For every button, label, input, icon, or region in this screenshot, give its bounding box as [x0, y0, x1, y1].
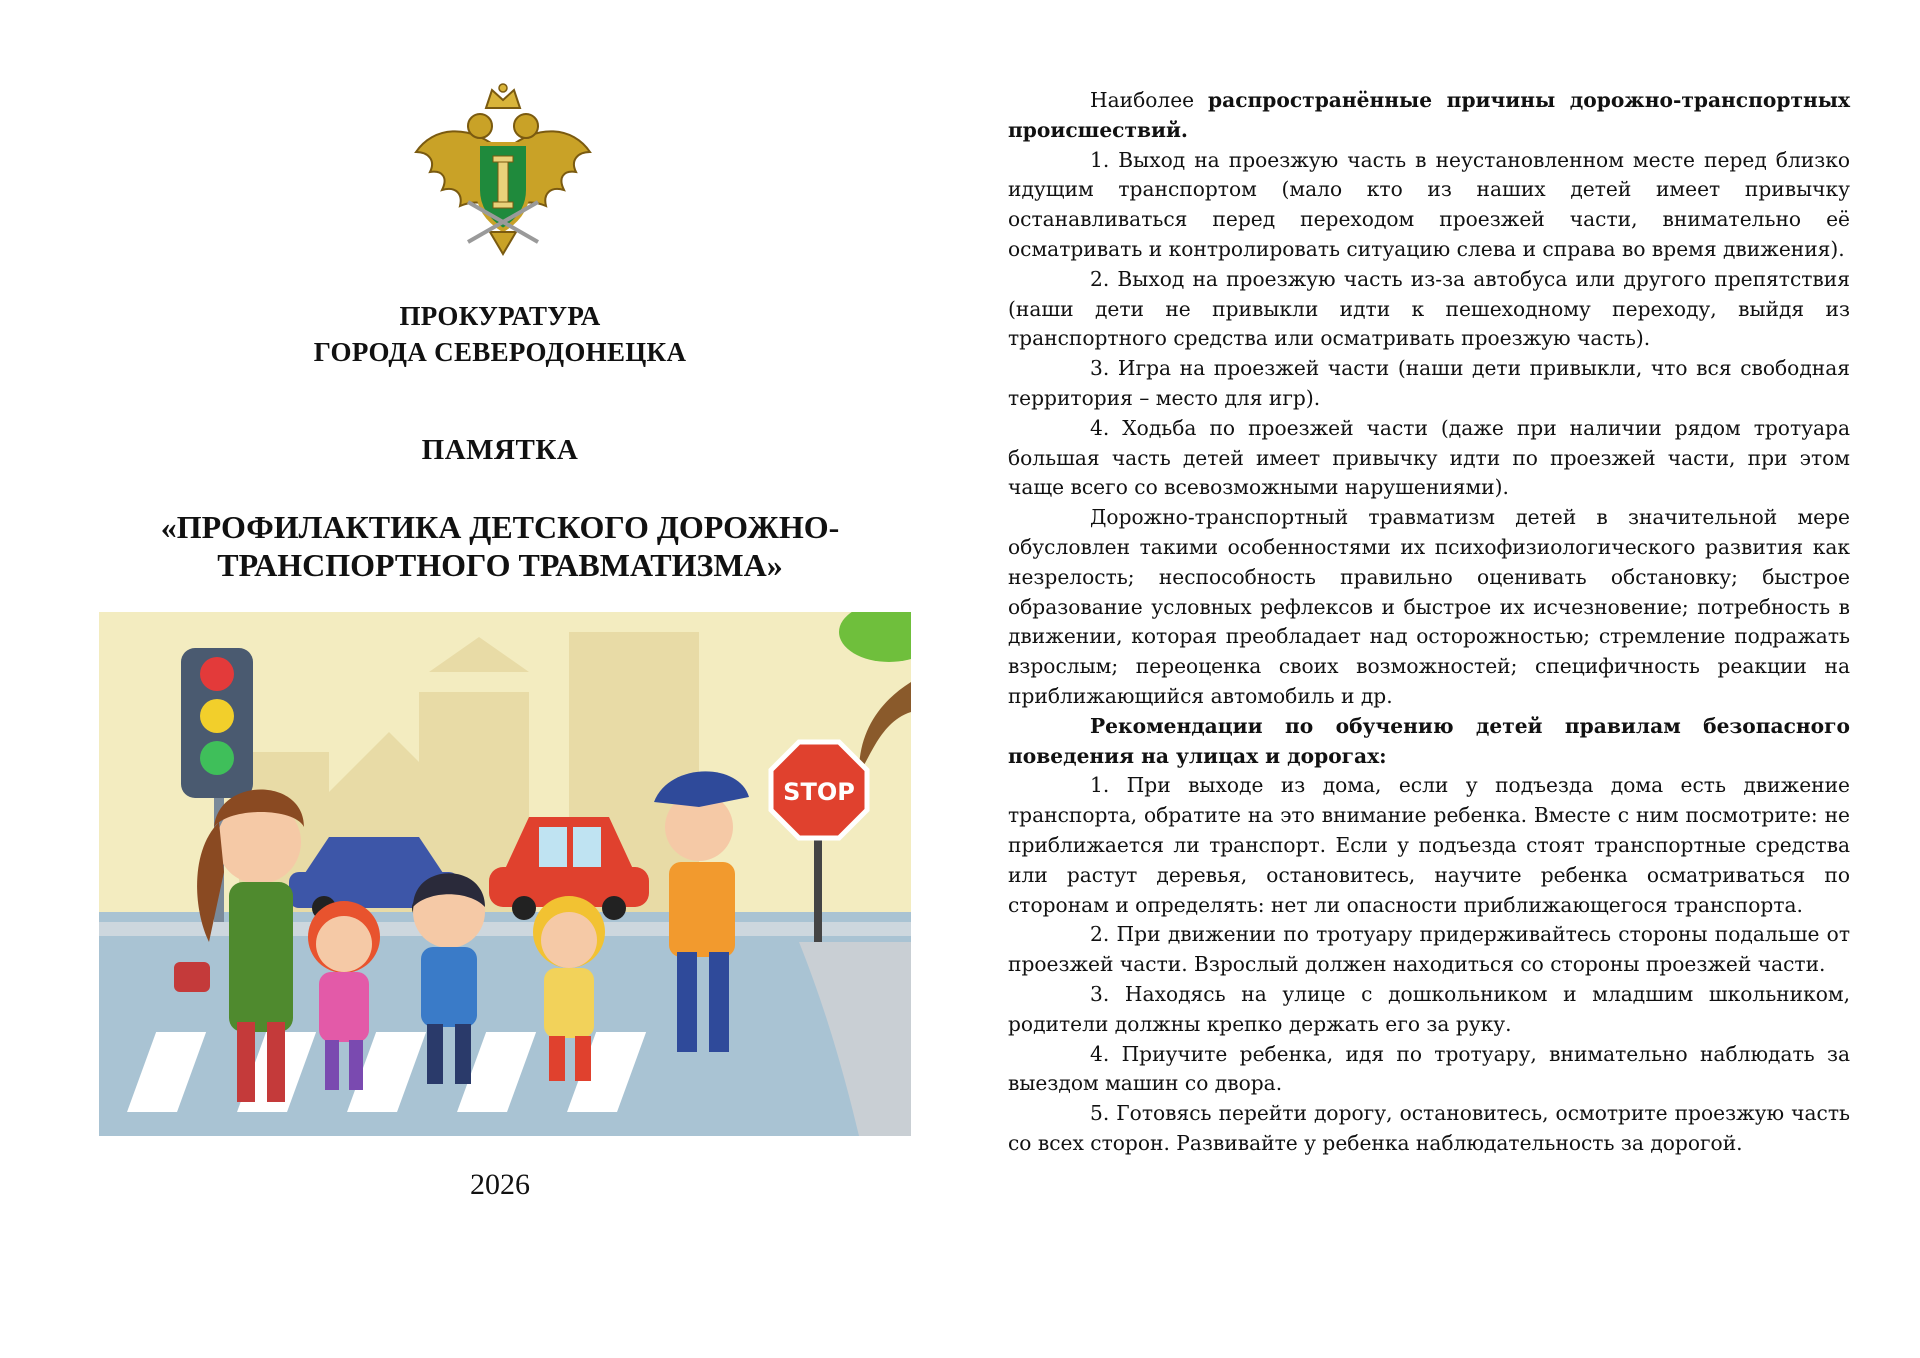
causes-heading-lead: Наиболее	[1090, 88, 1195, 112]
recommendation-item: 1. При выходе из дома, если у подъезда дома есть движение транспорта, обратите на это внимание ребенка. Вместе с ним посмотрите: не приближается ли транспорт. Если у подъезда стоят транспортные средства или растут деревья, остановитесь, научите ребенка осматриваться по сторонам и определять: нет ли опасности приближающегося транспорта.	[1008, 773, 1850, 917]
stop-sign-label: STOP	[783, 778, 855, 806]
document-kind: ПАМЯТКА	[421, 434, 579, 466]
causes-summary: Дорожно-транспортный травматизм детей в значительной мере обусловлен такими особенностями их психофизиологического развития как незрелость; неспособность правильно оценивать обстановку; быстрое образование условных рефлексов и быстрое их исчезновение; потребность в движении, которая преобладает над осторожностью; стремление подражать взрослым; переоценка своих возможностей; специфичность реакции на приближающийся автомобиль и др.	[1008, 505, 1850, 708]
prosecutor-emblem-icon	[408, 82, 598, 262]
recommendation-item: 4. Приучите ребенка, идя по тротуару, внимательно наблюдать за выездом машин со двора.	[1008, 1041, 1850, 1096]
document-title	[80, 508, 920, 584]
memo-text-page	[1008, 86, 1850, 1159]
cause-item: 1. Выход на проезжую часть в неустановленном месте перед близко идущим транспортом (мало кто из наших детей имеет привычку останавливаться перед переходом проезжей части, внимательно её осматривать и контролировать ситуацию слева и справа во время движения).	[1008, 147, 1850, 261]
publication-year: 2026	[470, 1168, 530, 1201]
organization-line-1: ПРОКУРАТУРА	[399, 301, 601, 331]
document-title-line-2: ТРАНСПОРТНОГО ТРАВМАТИЗМА»	[217, 547, 783, 583]
organization-title	[80, 298, 920, 370]
cause-item: 4. Ходьба по проезжей части (даже при наличии рядом тротуара большая часть детей имеет привычку идти по проезжей части, при этом чаще всего со всевозможными нарушениями).	[1008, 415, 1850, 500]
causes-heading	[1008, 86, 1850, 146]
recommendations-heading: Рекомендации по обучению детей правилам безопасного поведения на улицах и дорогах:	[1008, 713, 1850, 768]
recommendation-item: 3. Находясь на улице с дошкольником и младшим школьником, родители должны крепко держать его за руку.	[1008, 981, 1850, 1036]
recommendation-item: 5. Готовясь перейти дорогу, остановитесь, осмотрите проезжую часть со всех сторон. Развивайте у ребенка наблюдательность за дорогой.	[1008, 1101, 1850, 1155]
cause-item: 2. Выход на проезжую часть из-за автобуса или другого препятствия (наши дети не привыкли идти к пешеходному переходу, выйдя из транспортного средства или осматривать проезжую часть).	[1008, 266, 1850, 351]
cause-item: 3. Игра на проезжей части (наши дети привыкли, что вся свободная территория – место для игр).	[1008, 356, 1850, 410]
document-title-line-1: «ПРОФИЛАКТИКА ДЕТСКОГО ДОРОЖНО-	[160, 509, 840, 545]
organization-line-2: ГОРОДА СЕВЕРОДОНЕЦКА	[313, 337, 687, 367]
recommendation-item: 2. При движении по тротуару придерживайтесь стороны подальше от проезжей части. Взрослый должен находиться со стороны проезжей части.	[1008, 922, 1850, 977]
crosswalk-illustration	[99, 612, 911, 1136]
causes-heading-bold: распространённые причины дорожно-транспортных происшествий.	[1008, 88, 1851, 142]
